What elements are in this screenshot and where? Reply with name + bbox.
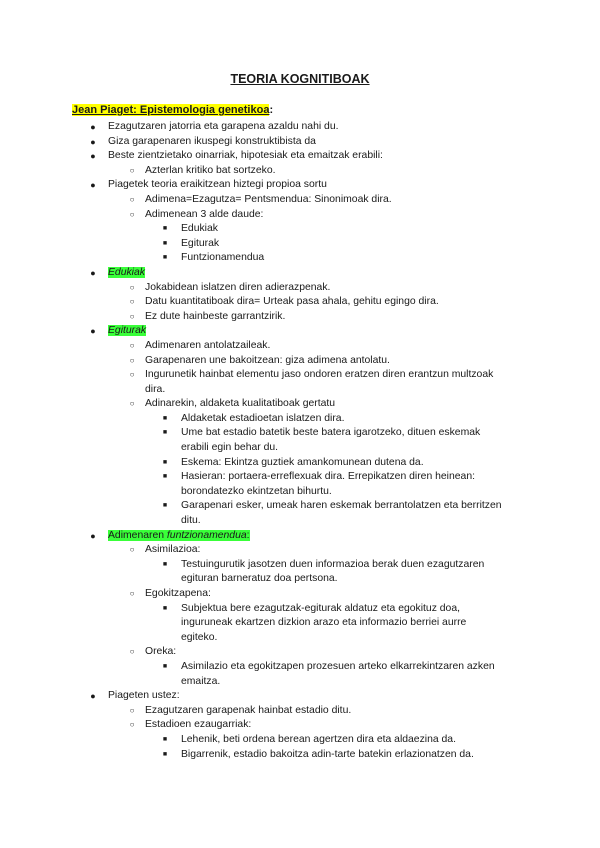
list-item	[0, 412, 600, 427]
section-heading-suffix: :	[269, 104, 274, 116]
list-item-text: Azterlan kritiko bat sortzeko.	[145, 164, 276, 176]
section-heading-text: Jean Piaget: Epistemologia genetikoa	[72, 104, 270, 116]
list-item	[0, 339, 600, 354]
list-item	[0, 135, 600, 150]
bullet-marker: ■	[162, 750, 168, 758]
list-item-text: Lehenik, beti ordena berean agertzen dira eta aldaezina da.	[181, 733, 456, 745]
list-item-text: Piageten ustez:	[108, 690, 180, 702]
list-item-text: Garapenaren une bakoitzean: giza adimena antolatu.	[145, 354, 390, 366]
list-item-text	[108, 266, 145, 281]
list-item	[0, 529, 600, 544]
list-item	[0, 164, 600, 179]
bullet-marker: ●	[90, 530, 96, 541]
highlighted-term: Adimenaren funtzionamendua:	[108, 529, 250, 541]
highlighted-term: Edukiak	[108, 266, 145, 278]
list-item	[0, 616, 600, 631]
list-item-text: Bigarrenik, estadio bakoitza adin-tarte batekin erlazionatzen da.	[181, 748, 474, 760]
list-item	[0, 237, 600, 252]
list-item	[0, 222, 600, 237]
list-item	[0, 266, 600, 281]
list-item	[0, 485, 600, 500]
list-item	[0, 426, 600, 441]
list-item	[0, 324, 600, 339]
section-heading	[72, 104, 273, 116]
list-item	[0, 397, 600, 412]
list-item-text: Piagetek teoria eraikitzean hiztegi propioa sortu	[108, 179, 327, 191]
list-item	[0, 689, 600, 704]
list-item	[0, 383, 600, 398]
list-item-text	[108, 324, 146, 339]
bullet-marker: ○	[129, 545, 135, 555]
list-item-text: Ingurunetik hainbat elementu jaso ondoren eratzen diren erantzun multzoak	[145, 369, 494, 381]
list-item-text: Hasieran: portaera-erreflexuak dira. Errepikatzen diren heinean:	[181, 471, 475, 483]
list-item-text: Edukiak	[181, 223, 218, 235]
list-item	[0, 748, 600, 763]
bullet-marker: ■	[162, 473, 168, 481]
list-item	[0, 499, 600, 514]
list-item	[0, 368, 600, 383]
list-item	[0, 310, 600, 325]
list-item	[0, 120, 600, 135]
list-item-text: Ez dute hainbeste garrantzirik.	[145, 310, 286, 322]
bullet-marker: ○	[129, 194, 135, 204]
list-item-text: Jokabidean islatzen diren adierazpenak.	[145, 281, 331, 293]
list-item	[0, 718, 600, 733]
bullet-marker: ■	[162, 735, 168, 743]
bullet-marker: ■	[162, 239, 168, 247]
list-item-text: ditu.	[181, 515, 201, 527]
bullet-marker: ■	[162, 604, 168, 612]
list-item-text: Eskema: Ekintza guztiek amankomunean dutena da.	[181, 456, 424, 468]
list-item	[0, 587, 600, 602]
list-item-text: egituran barneratuz doa pertsona.	[181, 573, 338, 585]
bullet-marker: ○	[129, 355, 135, 365]
bullet-marker: ○	[129, 399, 135, 409]
bullet-marker: ●	[90, 180, 96, 191]
bullet-marker: ■	[162, 662, 168, 670]
bullet-list	[0, 120, 600, 762]
list-item-text: Datu kuantitatiboak dira= Urteak pasa ahala, gehitu egingo dira.	[145, 296, 439, 308]
bullet-marker: ■	[162, 225, 168, 233]
bullet-marker: ●	[90, 136, 96, 147]
list-item-text	[108, 529, 250, 544]
list-item-text: Estadioen ezaugarriak:	[145, 719, 252, 731]
list-item	[0, 251, 600, 266]
list-item-text: Asimilazio eta egokitzapen prozesuen arteko elkarrekintzaren azken	[181, 660, 495, 672]
list-item	[0, 281, 600, 296]
list-item-text: erabili egin behar du.	[181, 442, 279, 454]
bullet-marker: ○	[129, 589, 135, 598]
list-item	[0, 354, 600, 369]
list-item-text: emaitza.	[181, 675, 221, 687]
list-item-text: Aldaketak estadioetan islatzen dira.	[181, 412, 345, 424]
bullet-marker: ○	[129, 165, 135, 175]
list-item-text: Funtzionamendua	[181, 252, 265, 264]
bullet-marker: ●	[90, 267, 96, 278]
list-item-text: Beste zientzietako oinarriak, hipotesiak eta emaitzak erabili:	[108, 150, 383, 162]
bullet-marker: ○	[129, 297, 135, 307]
list-item-text: Garapenari esker, umeak haren eskemak berrantolatzen eta berritzen	[181, 500, 502, 512]
list-item-text: Egokitzapena:	[145, 588, 211, 599]
list-item	[0, 733, 600, 748]
list-item-text: Giza garapenaren ikuspegi konstruktibista da	[108, 135, 316, 147]
bullet-marker: ○	[129, 340, 135, 350]
bullet-marker: ○	[129, 282, 135, 292]
list-item	[0, 675, 600, 690]
bullet-marker: ○	[129, 370, 135, 380]
list-item	[0, 558, 600, 573]
list-item	[0, 704, 600, 719]
list-item	[0, 660, 600, 675]
list-item	[0, 295, 600, 310]
bullet-marker: ■	[162, 458, 168, 466]
list-item	[0, 470, 600, 485]
list-item	[0, 149, 600, 164]
list-item	[0, 514, 600, 529]
list-item	[0, 645, 600, 660]
list-item-text: Adimenean 3 alde daude:	[145, 208, 264, 220]
bullet-marker: ○	[129, 720, 135, 730]
list-item-text: Egiturak	[181, 237, 220, 249]
list-item-text: Ezagutzaren garapenak hainbat estadio ditu.	[145, 704, 352, 716]
list-item	[0, 572, 600, 587]
bullet-marker: ●	[90, 122, 96, 132]
list-item-text: Adimena=Ezagutza= Pentsmendua: Sinonimoak dira.	[145, 193, 392, 205]
list-item-text: Testuingurutik jasotzen duen informazioa berak duen ezagutzaren	[181, 558, 485, 570]
bullet-marker: ○	[129, 647, 135, 657]
list-item	[0, 602, 600, 617]
bullet-marker: ○	[129, 311, 135, 321]
list-item-text: Oreka:	[145, 646, 177, 658]
bullet-marker: ●	[90, 691, 96, 702]
bullet-marker: ○	[129, 209, 135, 219]
list-item	[0, 631, 600, 646]
list-item	[0, 178, 600, 193]
bullet-marker: ■	[162, 502, 168, 510]
list-item-text: egiteko.	[181, 631, 218, 643]
bullet-marker: ●	[90, 151, 96, 162]
list-item-text: Asimilazioa:	[145, 544, 201, 556]
list-item-text: Adinarekin, aldaketa kualitatiboak gertatu	[145, 398, 336, 410]
list-item-text: Subjektua bere ezagutzak-egiturak aldatuz eta egokituz doa,	[181, 602, 460, 614]
list-item	[0, 441, 600, 456]
highlighted-term: Egiturak	[108, 325, 147, 337]
bullet-marker: ■	[162, 414, 168, 422]
list-item-text: inguruneak ekartzen dizkion arazo eta informazio berriei aurre	[181, 617, 467, 629]
page-title: TEORIA KOGNITIBOAK	[230, 72, 370, 86]
list-item	[0, 193, 600, 208]
list-item	[0, 208, 600, 223]
list-item	[0, 543, 600, 558]
list-item-text: Ezagutzaren jatorria eta garapena azaldu nahi du.	[108, 121, 339, 132]
bullet-marker: ■	[162, 429, 168, 437]
list-item-text: borondatezko ekintzetan bihurtu.	[181, 485, 332, 497]
list-item	[0, 456, 600, 471]
list-item-text: Ume bat estadio batetik beste batera igarotzeko, dituen eskemak	[181, 427, 481, 439]
bullet-marker: ●	[90, 326, 96, 337]
bullet-marker: ○	[129, 705, 135, 715]
list-item-text: dira.	[145, 383, 166, 395]
bullet-marker: ■	[162, 560, 168, 568]
list-item-text: Adimenaren antolatzaileak.	[145, 339, 271, 351]
bullet-marker: ■	[162, 254, 168, 262]
